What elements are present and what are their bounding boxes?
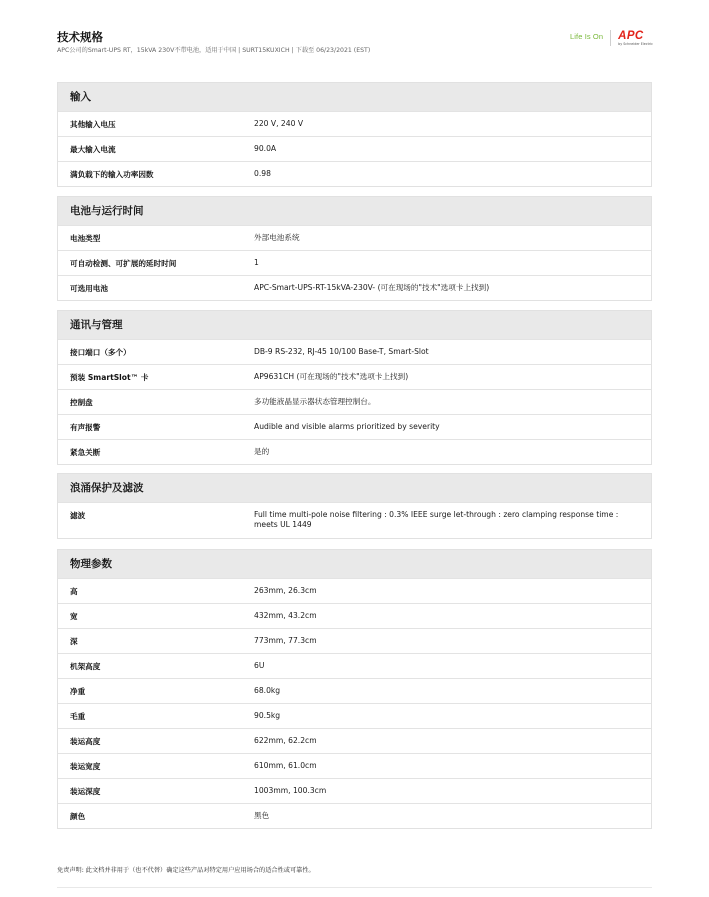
life-is-on-tagline: Life Is On [570,32,604,41]
spec-value: 90.5kg [254,711,281,720]
table-row [58,578,651,603]
table-row [58,502,651,538]
spec-label: 颜色 [70,811,86,821]
brand-divider [610,30,611,46]
spec-label: 紧急关断 [70,447,101,457]
section-battery-runtime [57,196,652,301]
spec-label: 接口端口（多个） [70,347,131,357]
table-row [58,628,651,653]
apc-logo-sub: by Schneider Electric [618,42,653,46]
section-title: 浪涌保护及滤波 [58,474,651,502]
spec-label: 最大输入电流 [70,144,116,154]
section-title: 通讯与管理 [58,311,651,339]
table-row [58,136,651,161]
spec-label: 滤波 [70,511,86,520]
spec-value: Full time multi-pole noise filtering : 0.3% IEEE surge let-through : zero clamping response time : meets UL 1449 [254,510,619,529]
table-row [58,778,651,803]
spec-label: 电池类型 [70,233,101,243]
section-title: 电池与运行时间 [58,197,651,225]
page-title: 技术规格 [57,30,103,44]
spec-value: 是的 [254,447,270,456]
table-row [58,603,651,628]
table-row [58,275,651,300]
spec-value: 220 V, 240 V [254,119,304,128]
brand-logo-block [570,30,653,48]
spec-value: 432mm, 43.2cm [254,611,317,620]
spec-label: 装运宽度 [70,761,101,771]
apc-logo [618,30,653,46]
spec-value: 外部电池系统 [254,233,300,242]
spec-label: 其他输入电压 [70,119,116,129]
spec-value: 263mm, 26.3cm [254,586,317,595]
spec-label: 净重 [70,686,86,696]
apc-logo-text: APC [618,30,644,42]
spec-label: 机架高度 [70,661,101,671]
table-row [58,753,651,778]
spec-label: 深 [70,636,78,646]
spec-value: 90.0A [254,144,277,153]
table-row [58,803,651,828]
table-row [58,728,651,753]
spec-label: 毛重 [70,711,86,721]
spec-label: 控制盘 [70,397,93,407]
page-header [57,30,653,55]
spec-value: 610mm, 61.0cm [254,761,317,770]
table-row [58,111,651,136]
spec-label: 装运深度 [70,786,101,796]
spec-value: 6U [254,661,265,670]
section-communication-management [57,310,652,465]
spec-value: 0.98 [254,169,271,178]
table-row [58,225,651,250]
table-row [58,339,651,364]
section-surge-filtering [57,473,652,539]
table-row [58,439,651,464]
spec-value: 773mm, 77.3cm [254,636,317,645]
spec-label: 满负载下的输入功率因数 [70,169,154,179]
section-physical [57,549,652,829]
spec-label: 预装 SmartSlot™ 卡 [70,372,149,382]
section-input [57,82,652,187]
table-row [58,653,651,678]
section-title: 物理参数 [58,550,651,578]
table-row [58,389,651,414]
table-row [58,414,651,439]
spec-label: 装运高度 [70,736,101,746]
spec-value: 68.0kg [254,686,281,695]
spec-value: DB-9 RS-232, RJ-45 10/100 Base-T, Smart-Slot [254,347,429,356]
disclaimer-text: 免责声明: 此文档并非用于（也不代替）确定这些产品对特定用户应用场合的适合性或可靠性。 [57,867,315,874]
spec-label: 可自动检测、可扩展的延时时间 [70,258,177,268]
footer-divider [57,887,652,888]
table-row [58,364,651,389]
spec-value: 黑色 [254,811,270,820]
table-row [58,161,651,186]
spec-label: 有声报警 [70,422,101,432]
table-row [58,703,651,728]
spec-label: 可选用电池 [70,283,108,293]
spec-value: 622mm, 62.2cm [254,736,317,745]
spec-value: APC-Smart-UPS-RT-15kVA-230V- (可在现场的"技术"选项卡上找到) [254,283,490,292]
spec-value: Audible and visible alarms prioritized by severity [254,422,440,431]
section-title: 输入 [58,83,651,111]
table-row [58,250,651,275]
spec-value: 1003mm, 100.3cm [254,786,327,795]
spec-label: 高 [70,586,78,596]
spec-value: AP9631CH (可在现场的"技术"选项卡上找到) [254,372,409,381]
spec-label: 宽 [70,611,78,621]
page-subtitle: APC公司的Smart-UPS RT，15kVA 230V不带电池，适用于中国 | SURT15KUXICH | 下载至 06/23/2021 (EST) [57,47,371,54]
spec-value: 多功能液晶显示器状态管理控制台。 [254,397,376,406]
spec-value: 1 [254,258,259,267]
table-row [58,678,651,703]
